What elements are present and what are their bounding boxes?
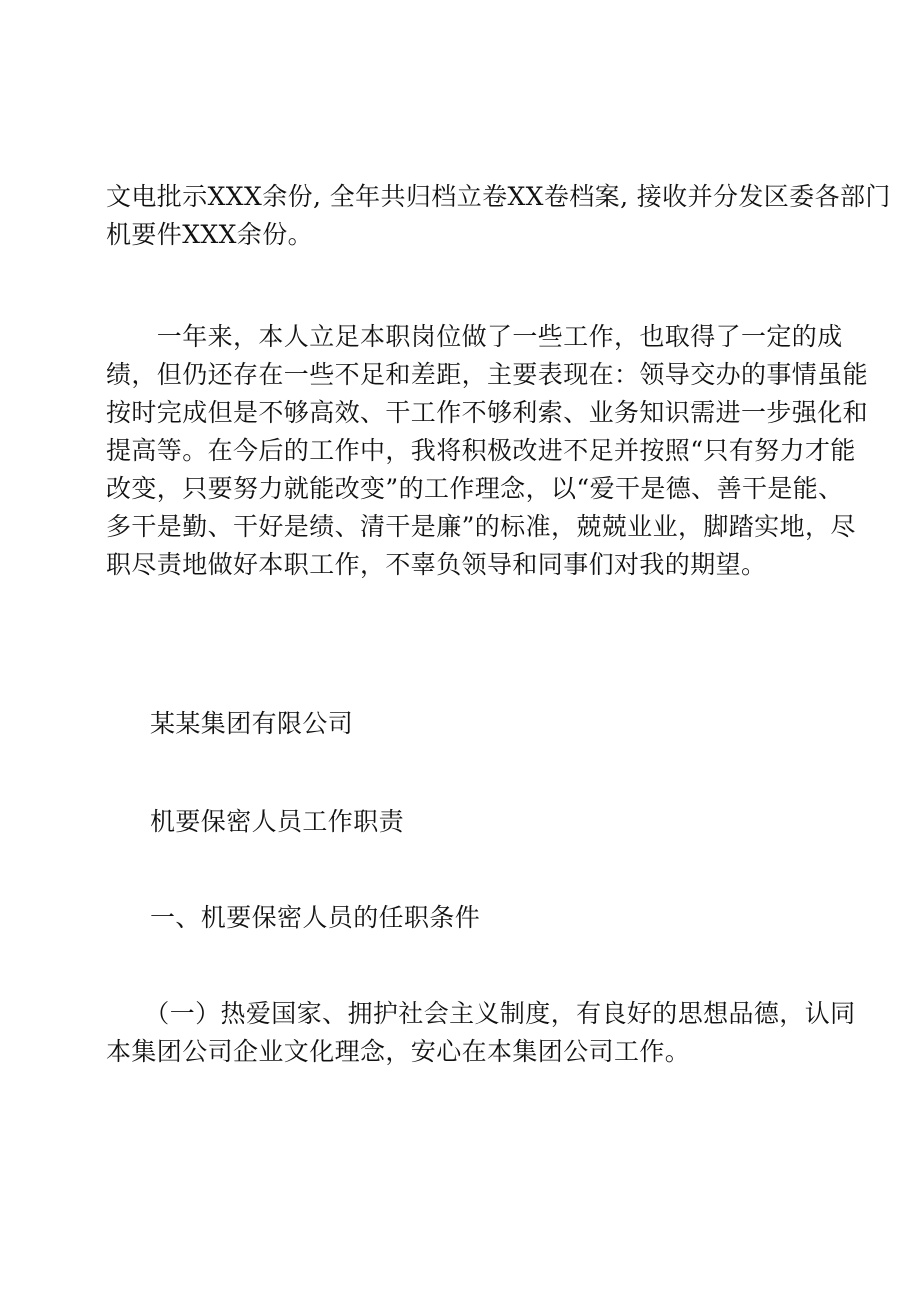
text-line: 机要保密人员工作职责 xyxy=(150,807,405,836)
text-line: 改变，只要努力就能改变”的工作理念，以“爱干是德、善干是能、 xyxy=(106,474,844,503)
section-title xyxy=(150,803,862,841)
text-line: 一、机要保密人员的任职条件 xyxy=(150,903,481,932)
company-name xyxy=(150,705,862,743)
text-line: 某某集团有限公司 xyxy=(150,709,354,738)
text-line: 绩，但仍还存在一些不足和差距，主要表现在：领导交办的事情虽能 xyxy=(106,360,869,389)
text-line: 本集团公司企业文化理念，安心在本集团公司工作。 xyxy=(106,1037,691,1066)
text-line: 多干是勤、干好是绩、清干是廉”的标准，兢兢业业，脚踏实地，尽 xyxy=(106,512,856,541)
paragraph-requirement-1 xyxy=(106,995,856,1071)
text-line: 一年来，本人立足本职岗位做了一些工作，也取得了一定的成 xyxy=(106,322,843,351)
paragraph-self-assessment xyxy=(106,318,869,584)
text-line: 按时完成但是不够高效、干工作不够利索、业务知识需进一步强化和 xyxy=(106,398,869,427)
paragraph-archive-stats xyxy=(106,178,891,254)
text-line: 文电批示XXX余份, 全年共归档立卷XX卷档案, 接收并分发区委各部门 xyxy=(106,182,891,211)
text-line: 提高等。在今后的工作中，我将积极改进不足并按照“只有努力才能 xyxy=(106,436,856,465)
text-line: 机要件XXX余份。 xyxy=(106,220,313,249)
section-heading xyxy=(150,899,862,937)
text-line: 职尽责地做好本职工作，不辜负领导和同事们对我的期望。 xyxy=(106,550,767,579)
text-line: （一）热爱国家、拥护社会主义制度，有良好的思想品德，认同 xyxy=(106,999,856,1028)
